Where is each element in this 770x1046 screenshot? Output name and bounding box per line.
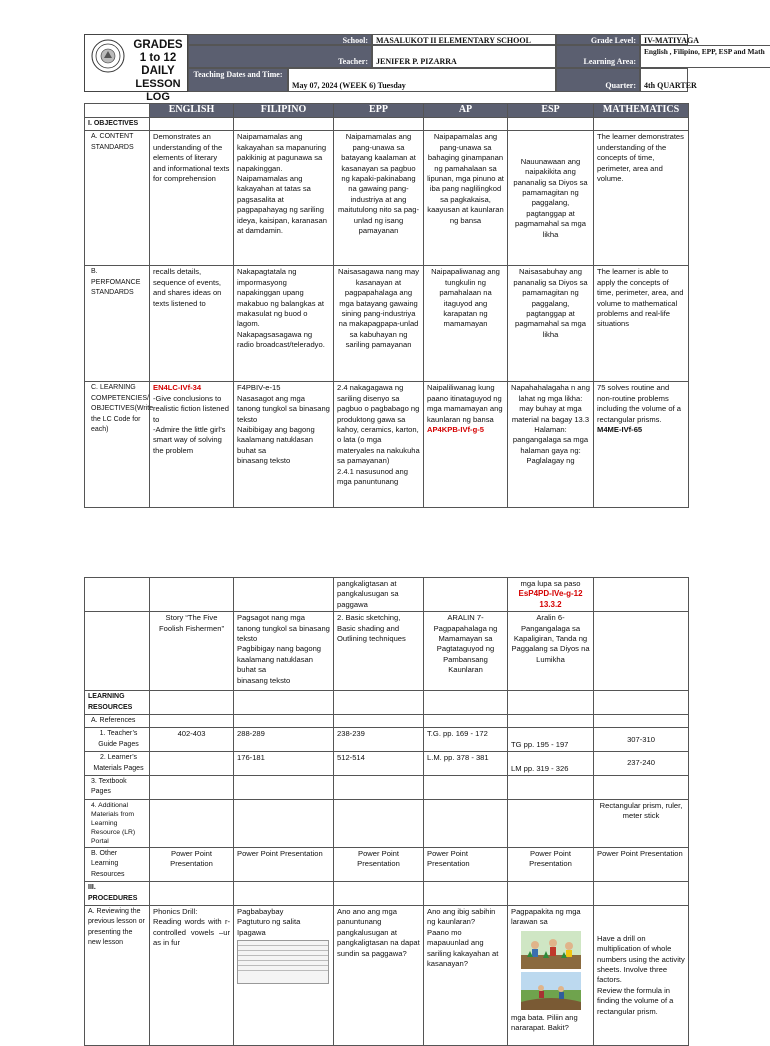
grade-value: IV-MATIYAGA <box>640 34 688 45</box>
quarter-label: Quarter: <box>556 68 640 92</box>
learners-materials-row <box>85 752 689 776</box>
col-english: ENGLISH <box>150 104 234 118</box>
lm-label: 2. Learner’s Materials Pages <box>85 752 150 776</box>
additional-materials-row <box>85 799 689 847</box>
esp-lc-code: EsP4PD-IVe-g-12 13.3.2 <box>518 589 583 609</box>
references-label: A. References <box>85 715 150 728</box>
teacher-label: Teacher: <box>188 45 372 68</box>
lm-esp: LM pp. 319 - 326 <box>508 752 594 776</box>
grades-line: LESSON LOG <box>135 78 181 103</box>
lm-math: 237-240 <box>594 752 689 776</box>
objectives-table <box>84 103 689 508</box>
competencies-label: C. LEARNING COMPETENCIES/ OBJECTIVES(Write the LC Code for each) <box>85 382 150 508</box>
math-lc-code: M4ME-IVf-65 <box>597 425 643 435</box>
review-row <box>85 905 689 1045</box>
teacher-value: JENIFER P. PIZARRA <box>372 45 556 68</box>
continuation-row <box>85 578 689 612</box>
learning-resources-row <box>85 691 689 715</box>
competencies-row <box>85 382 689 508</box>
lm-filipino: 176-181 <box>234 752 334 776</box>
review-english: Phonics Drill: Reading words with r-controlled vowels –ur as in fur <box>150 905 234 1045</box>
textbook-row <box>85 776 689 800</box>
other-resources-label: B. Other Learning Resources <box>85 847 150 881</box>
grade-label: Grade Level: <box>556 34 640 45</box>
school-label: School: <box>188 34 372 45</box>
ap-lc-code: AP4KPB-IVf-g-5 <box>427 425 484 435</box>
content-ap-text: ARALIN 7- Pagpapahalaga ng Mamamayan sa Pagtataguyod ng Pambansang Kaunlaran <box>424 612 508 691</box>
review-math: Have a drill on multiplication of whole numbers using the activity sheets. Involve three factors. Review the formula in finding the volume of a rectangular prism. <box>594 905 689 1045</box>
col-ap: AP <box>424 104 508 118</box>
col-epp: EPP <box>334 104 424 118</box>
col-filipino: FILIPINO <box>234 104 334 118</box>
other-ap: Power Point Presentation <box>424 847 508 881</box>
other-esp: Power Point Presentation <box>508 847 594 881</box>
content-standards-label: A. CONTENT STANDARDS <box>85 131 150 266</box>
grades-line: DAILY <box>141 65 175 77</box>
school-value: MASALUKOT II ELEMENTARY SCHOOL <box>372 34 556 45</box>
tg-filipino: 288-289 <box>234 728 334 752</box>
competency-epp: 2.4 nakagagawa ng sariling disenyo sa pagbuo o pagbabago ng produktong gawa sa kahoy, ceramics, karton, o lata (o mga materyales na nakukuha sa pamayanan) 2.4.1 nasusunod ang mga panuntunang <box>334 382 424 508</box>
lm-english <box>150 752 234 776</box>
dates-value: May 07, 2024 (WEEK 6) Tuesday <box>288 68 556 92</box>
performance-esp: Naisasabuhay ang pananalig sa Diyos sa pamamagitan ng paggalang, pagtanggap at pagmamahal sa mga likha <box>508 266 594 382</box>
additional-math: Rectangular prism, ruler, meter stick <box>594 799 689 847</box>
logo-box <box>84 34 188 103</box>
col-mathematics: MATHEMATICS <box>594 104 689 118</box>
teachers-guide-row <box>85 728 689 752</box>
performance-standards-label: B. PERFOMANCE STANDARDS <box>85 266 150 382</box>
textbook-label: 3. Textbook Pages <box>85 776 150 800</box>
performance-epp: Naisasagawa nang may kasanayan at pagpapahalaga ang mga batayang gawaing sining pang-industriya na makapagpapa-unlad sa kabuhayan ng sariling pamayanan <box>334 266 424 382</box>
esp-continuation <box>508 578 594 612</box>
competency-esp: Napahahalagaha n ang lahat ng mga likha: may buhay at mga material na bagay 13.3 Halaman: pangangalaga sa mga halaman gaya ng: Paglalagay ng <box>508 382 594 508</box>
content-esp: Nauunawaan ang naipakikita ang pananalig sa Diyos sa pamamagitan ng paggalang, pagtanggap at pagmamahal sa mga likha <box>508 131 594 266</box>
other-english: Power Point Presentation <box>150 847 234 881</box>
procedures-label: III. PROCEDURES <box>85 882 150 906</box>
competency-english <box>150 382 234 508</box>
competency-filipino: F4PBIV-e-15 Nasasagot ang mga tanong tungkol sa binasang teksto Naibibigay ang bagong kaalamang natuklasan buhat sa binasang teksto <box>234 382 334 508</box>
references-row <box>85 715 689 728</box>
grades-line: GRADES <box>133 39 183 51</box>
other-resources-row <box>85 847 689 881</box>
content-epp-text: 2. Basic sketching, Basic shading and Outlining techniques <box>334 612 424 691</box>
english-competency-text: -Give conclusions to realistic fiction listened to -Admire the little girl’s smart way of solving the problem <box>153 393 229 455</box>
col-esp: ESP <box>508 104 594 118</box>
ap-competency-text: Naipaliliwanag kung paano itinataguyod ng mga mamamayan ang kaunlaran ng bansa <box>427 383 503 424</box>
resources-procedures-table <box>84 577 689 1046</box>
lesson-log-header <box>84 34 765 103</box>
content-english-story: Story “The Five Foolish Fishermen” <box>150 612 234 691</box>
tg-esp: TG pp. 195 - 197 <box>508 728 594 752</box>
performance-math: The learner is able to apply the concepts of time, perimeter, area, and volume to mathematical problems and real-life situations <box>594 266 689 382</box>
tg-math: 307-310 <box>594 728 689 752</box>
performance-ap: Naipapaliwanag ang tungkulin ng pamahalaan na itaguyod ang karapatan ng mamamayan <box>424 266 508 382</box>
esp-continuation-text: mga lupa sa paso <box>520 579 581 588</box>
grades-title <box>129 39 187 104</box>
lm-epp: 512-514 <box>334 752 424 776</box>
deped-seal-icon <box>91 39 125 73</box>
content-ap: Naipapamalas ang pang-unawa sa bahaging ginampanan ng pamahalaan sa lipunan, mga pinuno at iba pang naglilingkod sa pagkakaisa, kaayusan at kaunlaran ng bansa <box>424 131 508 266</box>
area-value: English , Filipino, EPP, ESP and Math <box>640 45 770 68</box>
objectives-row <box>85 118 689 131</box>
other-epp: Power Point Presentation <box>334 847 424 881</box>
epp-continuation: pangkaligtasan at pangkalusugan sa paggawa <box>334 578 424 612</box>
blank-header <box>85 104 150 118</box>
column-header-row <box>85 104 689 118</box>
worksheet-thumbnail <box>237 940 329 984</box>
review-esp <box>508 905 594 1045</box>
tg-ap: T.G. pp. 169 - 172 <box>424 728 508 752</box>
tg-label: 1. Teacher’s Guide Pages <box>85 728 150 752</box>
content-esp-text: Aralin 6- Pangangalaga sa Kapaligiran, Tanda ng Paggalang sa Diyos na Lumikha <box>508 612 594 691</box>
grades-line: 1 to 12 <box>139 52 177 64</box>
content-math: The learner demonstrates understanding of the concepts of time, perimeter, area and volume. <box>594 131 689 266</box>
competency-math <box>594 382 689 508</box>
area-label: Learning Area: <box>556 45 640 68</box>
content-filipino: Naipamamalas ang kakayahan sa mapanuring pakikinig at pagunawa sa napakinggan. Naipamamalas ang kakayahan at tatas sa pagsasalita at pagpapahayag ng sariling ideya, kaisipan, karanasan at damdamin. <box>234 131 334 266</box>
objectives-label: I. OBJECTIVES <box>85 118 150 131</box>
performance-english: recalls details, sequence of events, and shares ideas on texts listened to <box>150 266 234 382</box>
learning-resources-label: LEARNING RESOURCES <box>85 691 150 715</box>
review-esp-text: Pagpapakita ng mga larawan sa <box>511 906 581 927</box>
other-filipino: Power Point Presentation <box>234 847 334 881</box>
procedures-row <box>85 882 689 906</box>
performance-filipino: Nakapagtatala ng impormasyong napakinggan upang makabuo ng balangkas at makasulat ng buod o lagom. Nakapagsasagawa ng radio broadcast/teleradyo. <box>234 266 334 382</box>
math-competency-text: 75 solves routine and non-routine problems including the volume of a rectangular prisms. <box>597 383 682 424</box>
dates-label: Teaching Dates and Time: <box>188 68 288 92</box>
review-epp: Ano ano ang mga panuntunang pangkalusugan at pangkaligtasan na dapat sundin sa paggawa? <box>334 905 424 1045</box>
content-filipino-text: Pagsagot nang mga tanong tungkol sa binasang teksto Pagbibigay nang bagong kaalamang natuklasan buhat sa binasang teksto <box>234 612 334 691</box>
tg-epp: 238-239 <box>334 728 424 752</box>
review-esp-question: mga bata. Piliin ang nararapat. Bakit? <box>511 1012 578 1033</box>
quarter-value: 4th QUARTER <box>640 68 688 92</box>
content-english: Demonstrates an understanding of the elements of literary and informational texts for comprehension <box>150 131 234 266</box>
children-planting-image <box>521 931 581 969</box>
content-standards-row <box>85 131 689 266</box>
review-label: A. Reviewing the previous lesson or presenting the new lesson <box>85 905 150 1045</box>
review-ap: Ano ang ibig sabihin ng kaunlaran? Paano mo mapauunlad ang sariling kakayahan at kasanayan? <box>424 905 508 1045</box>
review-filipino-text: Pagbabaybay Pagtuturo ng salita Ipagawa <box>237 906 301 937</box>
content-row <box>85 612 689 691</box>
tg-english: 402-403 <box>150 728 234 752</box>
garden-field-image <box>521 972 581 1010</box>
competency-ap <box>424 382 508 508</box>
review-filipino <box>234 905 334 1045</box>
content-epp: Naipamamalas ang pang-unawa sa batayang kaalaman at kasanayan sa pagbuo ng kapaki-pakinabang na gawaing pang-industriya at ang maitutulong nito sa pag-unlad ng isang pamayanan <box>334 131 424 266</box>
performance-standards-row <box>85 266 689 382</box>
english-lc-code: EN4LC-IVf-34 <box>153 383 202 393</box>
other-math: Power Point Presentation <box>594 847 689 881</box>
additional-label: 4. Additional Materials from Learning Resource (LR) Portal <box>85 799 150 847</box>
lm-ap: L.M. pp. 378 - 381 <box>424 752 508 776</box>
